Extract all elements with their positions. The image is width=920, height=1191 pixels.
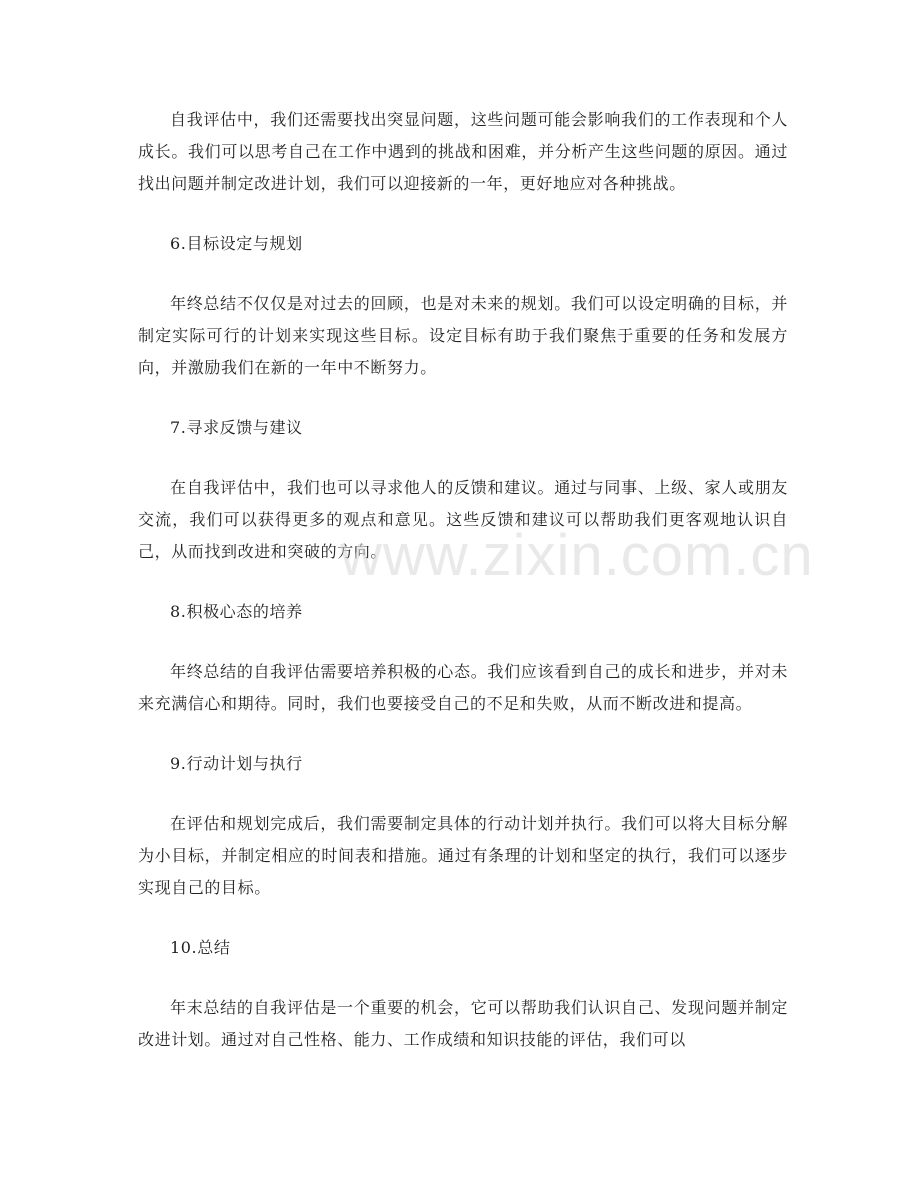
heading-feedback: 7.寻求反馈与建议 xyxy=(170,418,303,437)
watermark: www.zixin.com.cn xyxy=(340,523,814,588)
paragraph-feedback: 在自我评估中，我们也可以寻求他人的反馈和建议。通过与同事、上级、家人或朋友交流，我们可以获得更多的观点和意见。这些反馈和建议可以帮助我们更客观地认识自己，从而找到改进和突破的方向。 xyxy=(138,478,788,561)
paragraph-action-plan: 在评估和规划完成后，我们需要制定具体的行动计划并执行。我们可以将大目标分解为小目标，并制定相应的时间表和措施。通过有条理的计划和坚定的执行，我们可以逐步实现自己的目标。 xyxy=(138,814,788,897)
paragraph-problems: 自我评估中，我们还需要找出突显问题，这些问题可能会影响我们的工作表现和个人成长。我们可以思考自己在工作中遇到的挑战和困难，并分析产生这些问题的原因。通过找出问题并制定改进计划，我们可以迎接新的一年，更好地应对各种挑战。 xyxy=(138,110,788,193)
paragraph-summary: 年末总结的自我评估是一个重要的机会，它可以帮助我们认识自己、发现问题并制定改进计划。通过对自己性格、能力、工作成绩和知识技能的评估，我们可以 xyxy=(138,998,788,1049)
document-body xyxy=(138,104,788,1084)
heading-goal-setting: 6.目标设定与规划 xyxy=(170,234,303,253)
paragraph-goal-setting: 年终总结不仅仅是对过去的回顾，也是对未来的规划。我们可以设定明确的目标，并制定实际可行的计划来实现这些目标。设定目标有助于我们聚焦于重要的任务和发展方向，并激励我们在新的一年中不断努力。 xyxy=(138,294,788,377)
heading-summary: 10.总结 xyxy=(170,938,231,957)
heading-positive-mindset: 8.积极心态的培养 xyxy=(170,602,303,621)
heading-action-plan: 9.行动计划与执行 xyxy=(170,754,303,773)
paragraph-positive-mindset: 年终总结的自我评估需要培养积极的心态。我们应该看到自己的成长和进步，并对未来充满信心和期待。同时，我们也要接受自己的不足和失败，从而不断改进和提高。 xyxy=(138,662,788,713)
